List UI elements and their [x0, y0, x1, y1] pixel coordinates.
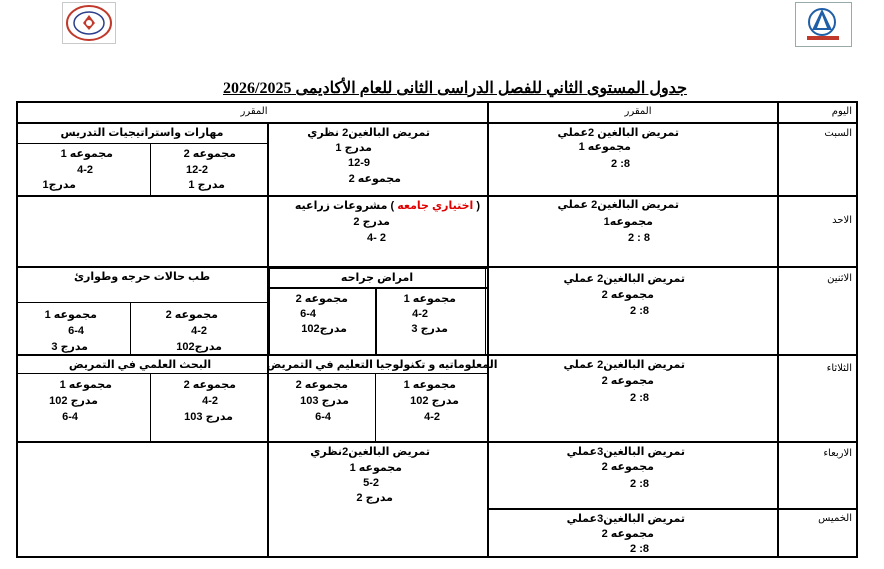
- course-title: تمريض البالغين3عملي: [566, 513, 685, 525]
- time-label: 4-2: [191, 325, 207, 337]
- cell-divider: [18, 302, 267, 303]
- cell-divider: [267, 373, 487, 374]
- group-label: مجموعه 2: [295, 293, 348, 305]
- course-title: تمريض البالغين3عملي: [566, 446, 685, 458]
- time-label: 12-9: [347, 157, 370, 169]
- header-subject: المقرر: [624, 106, 652, 117]
- table-top-border: [16, 101, 858, 103]
- cell-divider: [130, 302, 131, 354]
- group-label: مجموعه 2: [295, 379, 348, 391]
- column-separator: [777, 101, 779, 558]
- time-label: 6-4: [68, 325, 84, 337]
- page-title: جدول المستوى الثاني للفصل الدراسى الثانى للعام الأكاديمى 2026/2025: [223, 80, 687, 97]
- group-label: مجموعه 2: [348, 173, 401, 185]
- day-label: الاحد: [832, 215, 852, 226]
- group-label: مجموعه 1: [44, 309, 97, 321]
- course-title: تمريض البالغين2نظري: [310, 446, 430, 458]
- course-title: امراض جراحه: [340, 272, 414, 284]
- course-name: ) مشروعات زراعيه: [294, 200, 395, 212]
- time-label: 4-2: [424, 411, 440, 423]
- room-label: مدرج 103: [300, 395, 349, 407]
- time-label: 8: 2: [630, 543, 649, 555]
- room-label: مدرج1: [42, 179, 76, 191]
- group-label: مجموعه 1: [578, 141, 631, 153]
- time-label: 8 : 2: [627, 232, 650, 244]
- cell-divider: [18, 373, 267, 374]
- room-label: مدرج102: [301, 323, 347, 335]
- time-label: 8: 2: [630, 478, 649, 490]
- cell-divider: [18, 143, 267, 144]
- day-label: الثلاثاء: [826, 363, 852, 374]
- group-label: مجموعه1: [603, 216, 653, 228]
- room-label: مدرج 3: [411, 323, 448, 335]
- group-label: مجموعه 1: [349, 462, 402, 474]
- cell-divider: [375, 373, 376, 441]
- room-label: مدرج 102: [49, 395, 98, 407]
- header-day: اليوم: [831, 106, 852, 117]
- cell-divider: [375, 287, 377, 354]
- course-title: مهارات واستراتيجيات التدريس: [60, 127, 224, 139]
- paren-open: (: [476, 200, 480, 212]
- cell-divider: [150, 373, 151, 441]
- group-label: مجموعه 2: [601, 289, 654, 301]
- group-label: مجموعه 2: [601, 528, 654, 540]
- group-label: مجموعه 1: [403, 379, 456, 391]
- room-label: مدرج 1: [335, 142, 372, 154]
- room-label: مدرج 3: [51, 341, 88, 353]
- cell-divider: [267, 268, 487, 269]
- course-title: تمريض البالغين2 عملي: [557, 199, 679, 211]
- group-label: مجموعه 2: [165, 309, 218, 321]
- group-label: مجموعه 1: [403, 293, 456, 305]
- group-label: مجموعه 2: [601, 461, 654, 473]
- group-label: مجموعه 1: [59, 379, 112, 391]
- time-label: 6-4: [300, 308, 316, 320]
- day-label: الخميس: [818, 513, 852, 524]
- faculty-logo: [795, 2, 852, 47]
- time-label: 4-2: [77, 164, 93, 176]
- cell-divider: [267, 287, 489, 289]
- time-label: 8: 2: [630, 392, 649, 404]
- time-label: 12-2: [185, 164, 208, 176]
- room-label: مدرج 102: [410, 395, 459, 407]
- cell-divider: [269, 268, 270, 354]
- room-label: مدرج 103: [184, 411, 233, 423]
- day-label: السبت: [824, 128, 852, 139]
- time-label: 8: 2: [611, 158, 630, 170]
- row-separator: [16, 122, 858, 124]
- course-title-elective: [295, 200, 480, 213]
- row-separator: [488, 508, 858, 510]
- table-right-border: [856, 101, 858, 558]
- cell-divider: [485, 268, 486, 354]
- group-label: مجموعه 2: [601, 375, 654, 387]
- time-label: 4-2: [202, 395, 218, 407]
- course-title: طب حالات حرجه وطوارئ: [73, 271, 211, 283]
- group-label: مجموعه 1: [60, 148, 113, 160]
- time-label: 5-2: [363, 477, 379, 489]
- row-separator: [16, 354, 858, 356]
- course-title: تمريض البالغين2 نظري: [307, 127, 430, 139]
- room-label: مدرج102: [176, 341, 222, 353]
- group-label: مجموعه 2: [183, 148, 236, 160]
- day-label: الاثنين: [827, 273, 852, 284]
- course-title: المعلوماتيه و تكنولوجيا التعليم في التمريض: [266, 359, 498, 371]
- room-label: مدرج 2: [353, 216, 390, 228]
- header-subject: المقرر: [240, 106, 268, 117]
- course-title: تمريض البالغين2 عملي: [563, 359, 685, 371]
- university-seal-logo: [62, 2, 116, 44]
- cell-divider: [150, 143, 151, 195]
- table-left-border: [16, 101, 18, 558]
- row-separator: [16, 195, 858, 197]
- row-separator: [16, 441, 858, 443]
- group-label: مجموعه 2: [183, 379, 236, 391]
- elective-tag: اختياري جامعه: [397, 200, 474, 212]
- time-label: 8: 2: [630, 305, 649, 317]
- course-title: تمريض البالغين2 عملي: [563, 273, 685, 285]
- room-label: مدرج 2: [356, 492, 393, 504]
- day-label: الاربعاء: [823, 448, 852, 459]
- room-label: مدرج 1: [188, 179, 225, 191]
- course-title: البحث العلمي في التمريض: [68, 359, 212, 371]
- time-label: 4-2: [412, 308, 428, 320]
- course-title: تمريض البالغين 2عملي: [557, 127, 679, 139]
- column-separator: [487, 101, 489, 558]
- time-label: 6-4: [62, 411, 78, 423]
- table-bottom-border: [16, 556, 858, 558]
- time-label: 2 -4: [367, 232, 386, 244]
- time-label: 6-4: [315, 411, 331, 423]
